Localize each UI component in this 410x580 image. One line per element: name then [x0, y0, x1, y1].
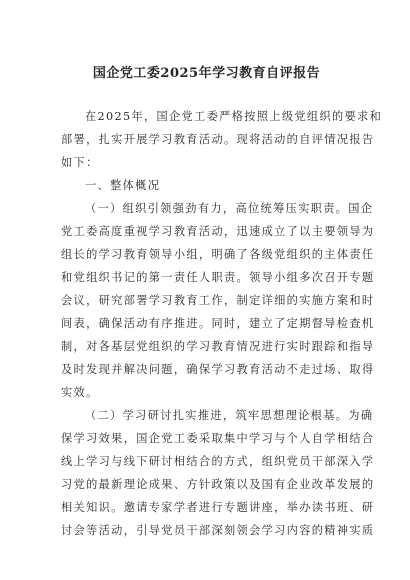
- text-line: 在2025年，国企党工委严格按照上级党组织的要求和: [85, 110, 383, 123]
- text-line: 和党组织书记的第一责任人职责。领导小组多次召开专题: [61, 271, 375, 284]
- text-line: 制，对各基层党组织的学习教育情况进行实时跟踪和指导: [61, 340, 375, 353]
- document-title: 国企党工委2025年学习教育自评报告: [92, 66, 321, 81]
- text-line: 间表，确保活动有序推进。同时，建立了定期督导检查机: [61, 317, 375, 330]
- text-line: 习党的最新理论成果、方针政策以及国有企业改革发展的: [61, 478, 375, 491]
- text-line: 保学习效果，国企党工委采取集中学习与个人自学相结合: [61, 432, 375, 445]
- document-body: [61, 105, 383, 542]
- text-line: 部署，扎实开展学习教育活动。现将活动的自评情况报告: [61, 133, 375, 146]
- text-line: （一）组织引领强劲有力，高位统筹压实职责。国企: [85, 202, 374, 215]
- text-line: 及时发现并解决问题，确保学习教育活动不走过场、取得: [61, 363, 375, 376]
- text-line: 会议，研究部署学习教育工作，制定详细的实施方案和时: [61, 294, 375, 307]
- text-line: 党工委高度重视学习教育活动，迅速成立了以主要领导为: [61, 225, 375, 238]
- text-line: 相关知识。邀请专家学者进行专题讲座，举办读书班、研: [61, 501, 375, 514]
- text-line: 讨会等活动，引导党员干部深刻领会学习内容的精神实质: [61, 524, 375, 537]
- text-line: 组长的学习教育领导小组，明确了各级党组织的主体责任: [61, 248, 375, 261]
- text-line: 一、整体概况: [85, 179, 161, 192]
- text-line: 线上学习与线下研讨相结合的方式，组织党员干部深入学: [61, 455, 375, 468]
- text-line: 实效。: [61, 386, 99, 399]
- text-line: （二）学习研讨扎实推进，筑牢思想理论根基。为确: [85, 409, 374, 422]
- text-line: 如下：: [61, 156, 99, 169]
